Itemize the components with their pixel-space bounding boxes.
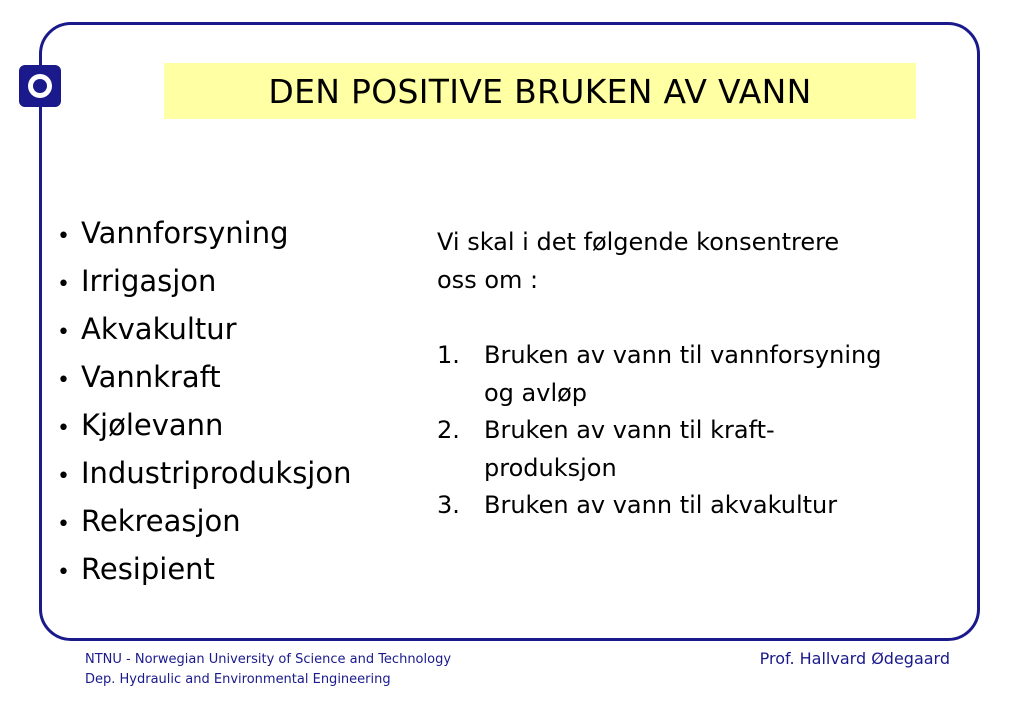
item-text xyxy=(484,412,977,487)
bullet-text: Irrigasjon xyxy=(81,264,217,298)
item-line: og avløp xyxy=(484,378,588,407)
footer-line: Dep. Hydraulic and Environmental Engineering xyxy=(85,672,391,687)
bullet-item xyxy=(57,547,352,595)
bullet-item xyxy=(57,499,352,547)
bullet-text: Resipient xyxy=(81,552,215,586)
item-line: produksjon xyxy=(484,453,617,482)
uses-bullet-list xyxy=(57,211,352,595)
bullet-text: Vannforsyning xyxy=(81,216,289,250)
item-number: 2. xyxy=(437,416,460,444)
bullet-item xyxy=(57,355,352,403)
bullet-item xyxy=(57,259,352,307)
bullet-text: Kjølevann xyxy=(81,408,224,442)
bullet-item xyxy=(57,211,352,259)
bullet-text: Akvakultur xyxy=(81,312,237,346)
item-text xyxy=(484,487,977,525)
intro-line: Vi skal i det følgende konsentrere xyxy=(437,228,840,256)
numbered-item xyxy=(437,487,977,525)
bullet-item xyxy=(57,403,352,451)
footer-author: Prof. Hallvard Ødegaard xyxy=(759,649,950,668)
slide-title: DEN POSITIVE BRUKEN AV VANN xyxy=(268,71,812,111)
logo-center xyxy=(33,79,47,93)
item-line: Bruken av vann til akvakultur xyxy=(484,491,838,519)
intro-line: oss om : xyxy=(437,266,539,294)
bullet-item xyxy=(57,451,352,499)
footer-line: NTNU - Norwegian University of Science and Technology xyxy=(85,652,452,667)
footer-institution xyxy=(85,650,451,690)
item-number: 1. xyxy=(437,341,460,369)
item-line: Bruken av vann til vannforsyning xyxy=(484,341,882,369)
item-text xyxy=(484,337,977,412)
slide-title-box xyxy=(164,63,916,119)
item-number: 3. xyxy=(437,491,460,519)
bullet-item xyxy=(57,307,352,355)
ntnu-logo-icon xyxy=(19,65,61,107)
item-line: Bruken av vann til kraft- xyxy=(484,416,775,444)
bullet-text: Industriproduksjon xyxy=(81,456,352,490)
numbered-item xyxy=(437,337,977,412)
bullet-text: Vannkraft xyxy=(81,360,221,394)
numbered-item xyxy=(437,412,977,487)
intro-text xyxy=(437,223,977,299)
focus-numbered-list xyxy=(437,337,977,525)
bullet-text: Rekreasjon xyxy=(81,504,241,538)
